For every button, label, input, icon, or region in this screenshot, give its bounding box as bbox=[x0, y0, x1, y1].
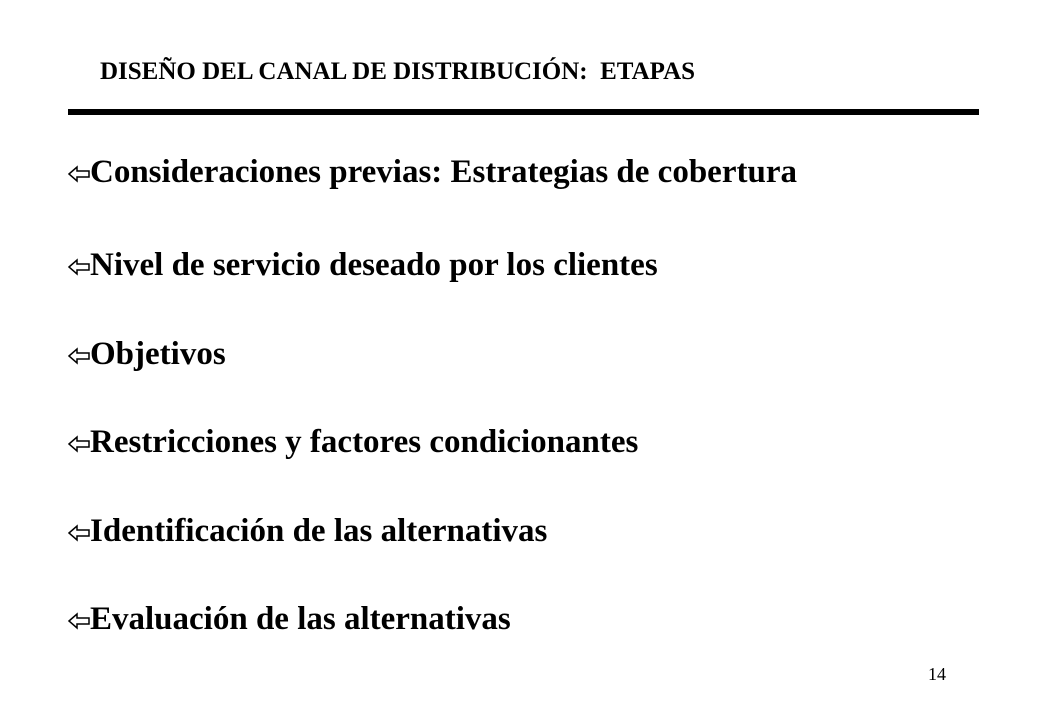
left-arrow-icon bbox=[68, 257, 90, 277]
left-arrow-icon bbox=[68, 346, 90, 366]
left-arrow-icon bbox=[68, 164, 90, 184]
left-arrow-icon bbox=[68, 434, 90, 454]
slide-title: DISEÑO DEL CANAL DE DISTRIBUCIÓN: ETAPAS bbox=[100, 58, 696, 85]
bullet-item bbox=[68, 249, 658, 282]
bullet-text: Evaluación de las alternativas bbox=[90, 601, 511, 637]
bullet-text: Nivel de servicio deseado por los clientes bbox=[90, 247, 658, 283]
bullet-text: Restricciones y factores condicionantes bbox=[90, 424, 639, 460]
bullet-item bbox=[68, 426, 638, 459]
bullet-item bbox=[68, 338, 226, 371]
page-number: 14 bbox=[928, 664, 946, 684]
left-arrow-icon bbox=[68, 611, 90, 631]
bullet-item bbox=[68, 156, 797, 189]
bullet-text: Identificación de las alternativas bbox=[90, 513, 548, 549]
bullet-text: Consideraciones previas: Estrategias de cobertura bbox=[90, 154, 797, 190]
bullet-text: Objetivos bbox=[90, 336, 226, 372]
bullet-item bbox=[68, 515, 547, 548]
left-arrow-icon bbox=[68, 523, 90, 543]
title-underline bbox=[68, 109, 979, 115]
bullet-item bbox=[68, 603, 511, 636]
